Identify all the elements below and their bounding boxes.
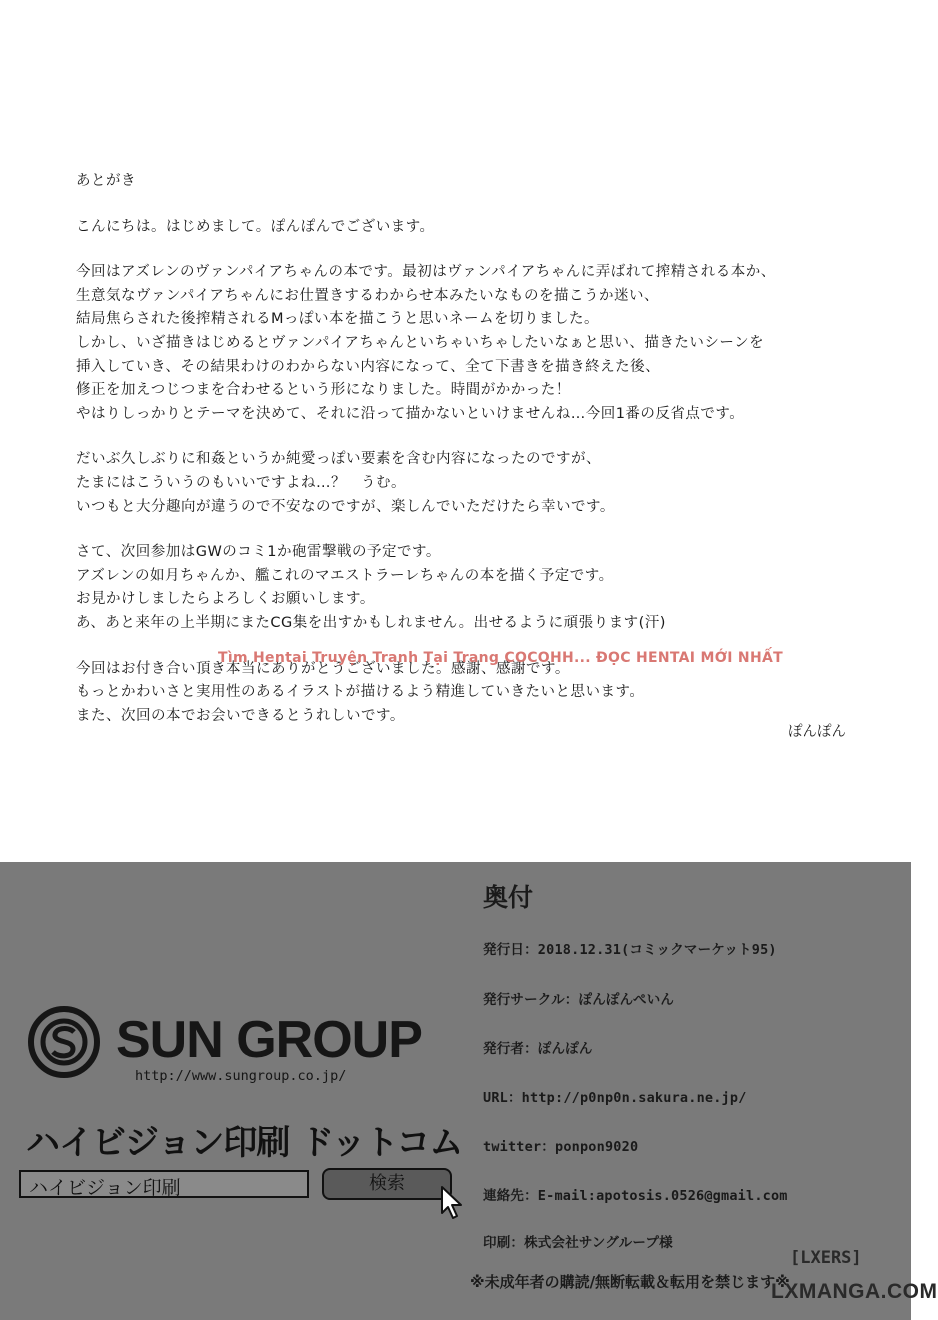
author-signature: ぽんぽん bbox=[788, 724, 846, 740]
greeting-para bbox=[76, 216, 856, 240]
colophon-panel bbox=[0, 862, 911, 1320]
mouse-cursor-icon bbox=[440, 1185, 466, 1221]
content-para bbox=[76, 448, 856, 519]
sun-group-url: http://www.sungroup.co.jp/ bbox=[135, 1068, 347, 1084]
colophon-heading: 奥付 bbox=[483, 883, 534, 912]
text-line: 今回はお付き合い頂き本当にありがとうございました。感謝、感謝です。 bbox=[76, 660, 570, 677]
sun-group-logo-icon bbox=[27, 1005, 101, 1079]
colophon-twitter: twitter：ponpon9020 bbox=[483, 1139, 639, 1155]
scanlator-credit: [LXERS] bbox=[790, 1248, 862, 1268]
text-line: お見かけしましたらよろしくお願いします。 bbox=[76, 591, 375, 608]
text-line: たまにはこういうのもいいですよね…？ うむ。 bbox=[76, 474, 406, 491]
text-line: 修正を加えつじつまを合わせるという形になりました。時間がかかった！ bbox=[76, 382, 571, 399]
site-credit: LXMANGA.COM bbox=[771, 1280, 938, 1303]
afterword-title: あとがき bbox=[76, 173, 136, 189]
text-line: また、次回の本でお会いできるとうれしいです。 bbox=[76, 707, 405, 724]
text-line: 結局焦らされた後搾精されるMっぽい本を描こうと思いネームを切りました。 bbox=[76, 311, 600, 328]
colophon-url: URL：http://p0np0n.sakura.ne.jp/ bbox=[483, 1090, 747, 1106]
text-line: さて、次回参加はGWのコミ1か砲雷撃戦の予定です。 bbox=[76, 544, 441, 561]
sun-group-logo-text: SUN GROUP bbox=[116, 1011, 422, 1069]
print-ad-search-box: ハイビジョン印刷 bbox=[19, 1170, 309, 1198]
text-line: 今回はアズレンのヴァンパイアちゃんの本です。最初はヴァンパイアちゃんに弄ばれて搾精される本か、 bbox=[76, 264, 776, 281]
next-event-para bbox=[76, 541, 856, 635]
text-line: 挿入していき、その結果わけのわからない内容になって、全て下書きを描き終えた後、 bbox=[76, 358, 661, 375]
site-watermark: Tìm Hentai Truyện Tranh Tại Trang COCOHH... ĐỌC HENTAI MỚI NHẤT bbox=[218, 650, 783, 666]
text-line: アズレンの如月ちゃんか、艦これのマエストラーレちゃんの本を描く予定です。 bbox=[76, 567, 614, 584]
story-para bbox=[76, 261, 856, 426]
colophon-circle: 発行サークル：ぽんぽんぺいん bbox=[483, 992, 675, 1008]
colophon-contact: 連絡先：E-mail:apotosis.0526@gmail.com bbox=[483, 1188, 788, 1204]
text-line: 生意気なヴァンパイアちゃんにお仕置きするわからせ本みたいなものを描こうか迷い、 bbox=[76, 287, 659, 304]
text-line: いつもと大分趣向が違うので不安なのですが、楽しんでいただけたら幸いです。 bbox=[76, 498, 615, 515]
greeting-line: こんにちは。はじめまして。ぽんぽんでございます。 bbox=[76, 218, 435, 235]
colophon-publisher: 発行者：ぽんぽん bbox=[483, 1041, 593, 1057]
text-line: やはりしっかりとテーマを決めて、それに沿って描かないといけませんね…今回1番の反省点です。 bbox=[76, 405, 745, 422]
colophon-printer: 印刷：株式会社サングループ様 bbox=[483, 1235, 673, 1251]
text-line: あ、あと来年の上半期にまたCG集を出すかもしれません。出せるように頑張ります(汗) bbox=[76, 614, 666, 631]
text-line: だいぶ久しぶりに和姦というか純愛っぽい要素を含む内容になったのですが、 bbox=[76, 451, 601, 468]
text-line: しかし、いざ描きはじめるとヴァンパイアちゃんといちゃいちゃしたいなぁと思い、描きたいシーンを bbox=[76, 334, 765, 351]
afterword-title-para bbox=[76, 170, 856, 194]
print-ad-title: ハイビジョン印刷 ドットコム bbox=[26, 1123, 463, 1163]
colophon-notice: ※未成年者の購読/無断転載＆転用を禁じます※ bbox=[470, 1273, 790, 1291]
thanks-para bbox=[76, 658, 856, 729]
colophon-release-date: 発行日：2018.12.31(コミックマーケット95) bbox=[483, 942, 777, 958]
print-ad-search-button: 検索 bbox=[322, 1168, 452, 1200]
text-line: もっとかわいさと実用性のあるイラストが描けるよう精進していきたいと思います。 bbox=[76, 684, 645, 701]
